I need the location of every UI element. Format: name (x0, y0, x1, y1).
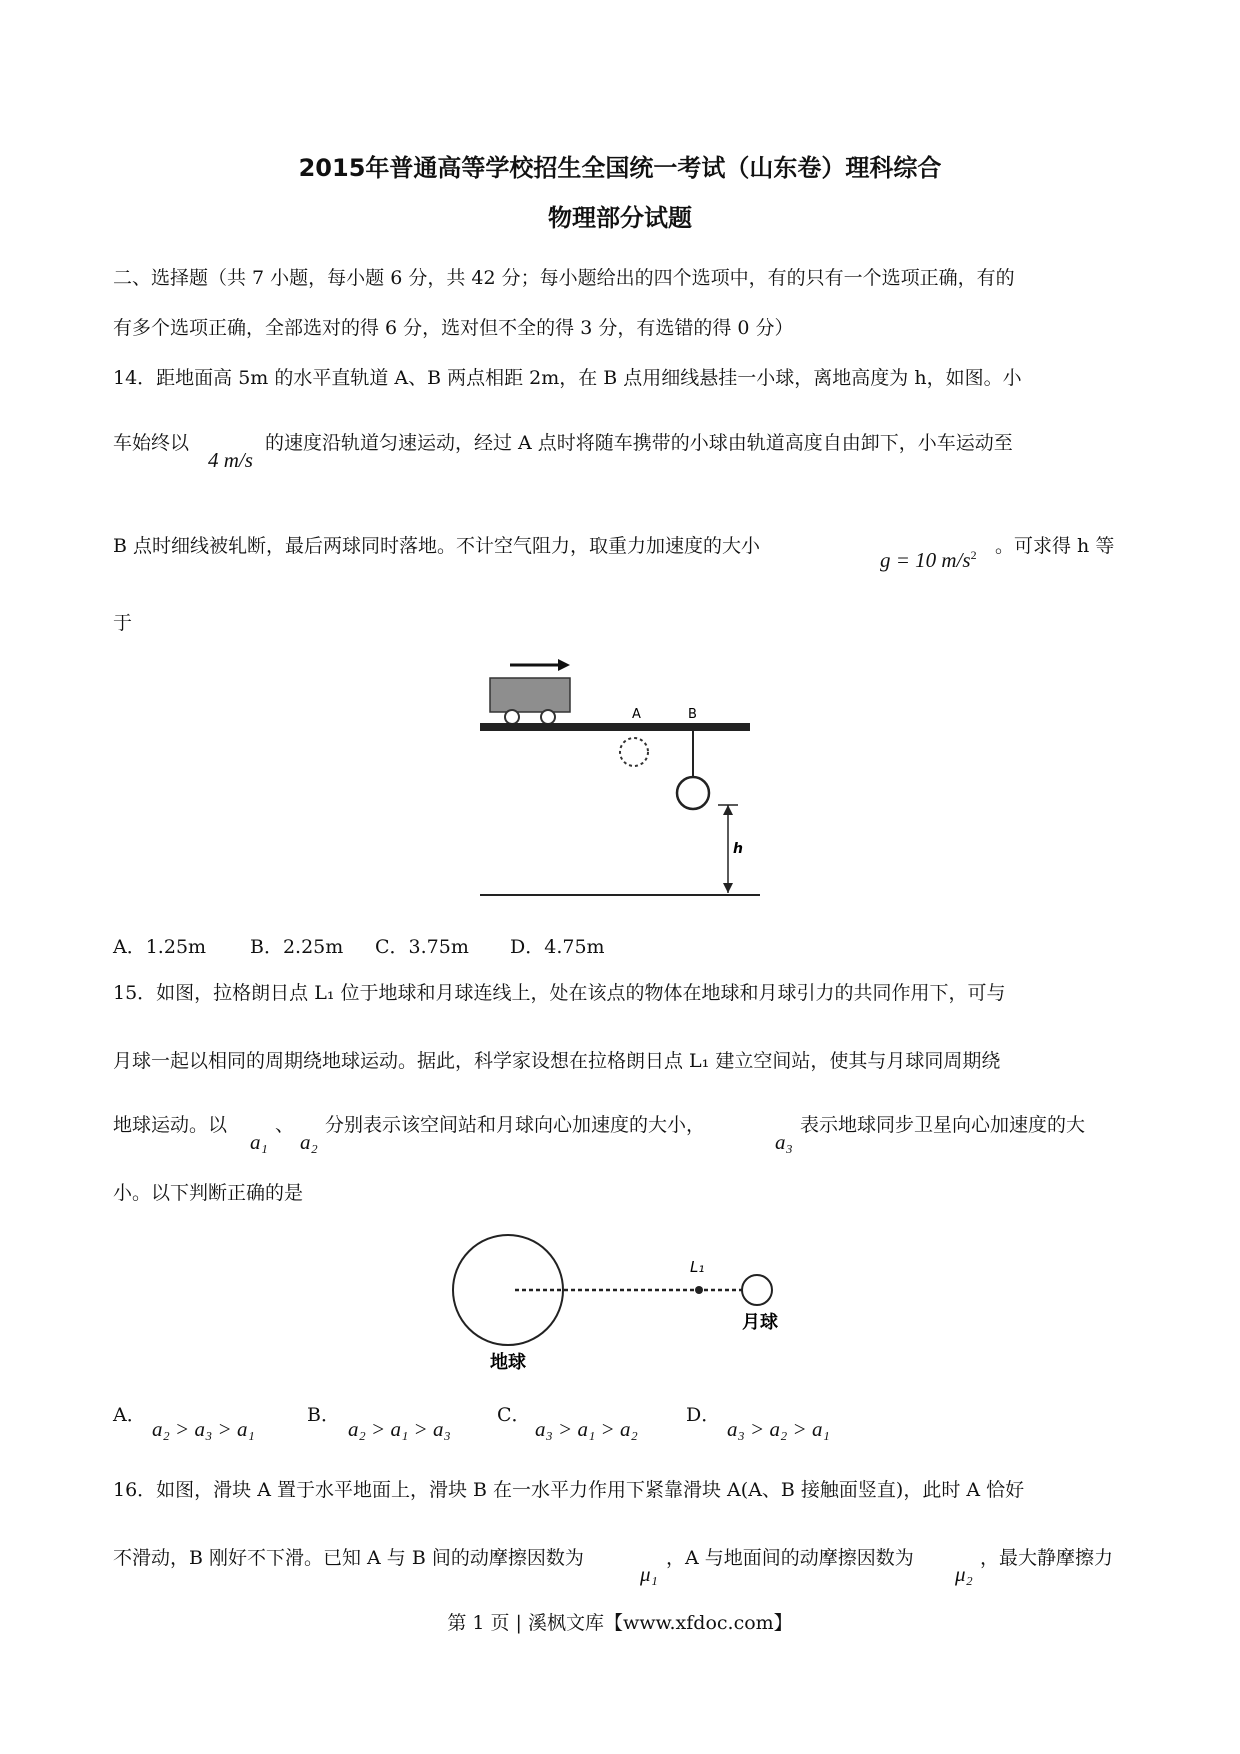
moon-circle (742, 1275, 772, 1305)
l1-label: L₁ (690, 1258, 705, 1276)
page-footer: 第 1 页 | 溪枫文库【www.xfdoc.com】 (447, 1612, 793, 1634)
q14-speed: 4 m/s (208, 448, 253, 472)
q15-line-3a: 地球运动。以 (113, 1114, 228, 1136)
q14-option-d: D．4.75m (510, 936, 605, 958)
moon-label: 月球 (742, 1312, 778, 1333)
q15-line-3c: 表示地球同步卫星向心加速度的大 (800, 1114, 1086, 1136)
label-h: h (733, 841, 743, 857)
q14-option-c: C．3.75m (375, 936, 469, 958)
q14-line-2b: 的速度沿轨道匀速运动，经过 A 点时将随车携带的小球由轨道高度自由卸下，小车运动至 (265, 432, 1013, 454)
h-arrow-down (723, 883, 733, 893)
cart-wheel-left (505, 710, 519, 724)
q15-option-b-expr: a₂ > a₁ > a₃ (348, 1417, 451, 1441)
q15-a2: a₂ (300, 1130, 318, 1154)
l1-point (695, 1286, 703, 1294)
q14-line-3b: 。可求得 h 等 (995, 535, 1115, 557)
q15-option-c-label: C． (497, 1404, 531, 1426)
q14-figure (470, 645, 770, 905)
q16-line-2a: 不滑动，B 刚好不下滑。已知 A 与 B 间的动摩擦因数为 (113, 1547, 584, 1569)
q16-mu1: μ₁ (640, 1562, 658, 1586)
cart-wheel-right (541, 710, 555, 724)
q15-option-a-label: A． (113, 1404, 146, 1426)
q14-line-1: 14．距地面高 5m 的水平直轨道 A、B 两点相距 2m，在 B 点用细线悬挂一小球，离地高度为 h，如图。小 (113, 367, 1022, 389)
label-a: A (632, 707, 641, 722)
page-subtitle: 物理部分试题 (548, 204, 692, 232)
q15-option-d-label: D． (686, 1404, 721, 1426)
q15-option-d-expr: a₃ > a₂ > a₁ (727, 1417, 830, 1441)
q16-line-2b: ，A 与地面间的动摩擦因数为 (666, 1547, 914, 1569)
h-arrow-up (723, 805, 733, 815)
q14-option-b: B．2.25m (250, 936, 344, 958)
q14-line-4: 于 (113, 612, 133, 634)
earth-label: 地球 (490, 1352, 526, 1373)
released-ball (620, 738, 648, 766)
q15-a3: a₃ (775, 1130, 793, 1154)
label-b: B (688, 707, 697, 722)
q15-line-1: 15．如图，拉格朗日点 L₁ 位于地球和月球连线上，处在该点的物体在地球和月球引力的共同作用下，可与 (113, 982, 1006, 1004)
q15-option-c-expr: a₃ > a₁ > a₂ (535, 1417, 638, 1441)
q15-line-4: 小。以下判断正确的是 (113, 1182, 304, 1204)
q16-line-1: 16．如图，滑块 A 置于水平地面上，滑块 B 在一水平力作用下紧靠滑块 A(A、B 接触面竖直)，此时 A 恰好 (113, 1479, 1025, 1501)
q16-mu2: μ₂ (955, 1562, 973, 1586)
q16-line-2c: ，最大静摩擦力 (980, 1547, 1114, 1569)
q15-a1: a₁ (250, 1130, 268, 1154)
section-intro-line-1: 二、选择题（共 7 小题，每小题 6 分，共 42 分；每小题给出的四个选项中，有的只有一个选项正确，有的 (113, 267, 1015, 289)
q15-line-2: 月球一起以相同的周期绕地球运动。据此，科学家设想在拉格朗日点 L₁ 建立空间站，使其与月球同周期绕 (113, 1050, 1001, 1072)
q15-sep: 、 (275, 1114, 295, 1136)
q15-line-3b: 分别表示该空间站和月球向心加速度的大小， (325, 1114, 706, 1136)
page-title: 2015年普通高等学校招生全国统一考试（山东卷）理科综合 (298, 154, 942, 182)
q14-option-a: A．1.25m (113, 936, 207, 958)
q15-option-b-label: B． (307, 1404, 340, 1426)
q15-option-a-expr: a₂ > a₃ > a₁ (152, 1417, 255, 1441)
hanging-ball (677, 777, 709, 809)
q15-figure (450, 1225, 800, 1380)
track (480, 723, 750, 731)
q14-line-2a: 车始终以 (113, 432, 190, 454)
q14-line-3a: B 点时细线被轧断，最后两球同时落地。不计空气阻力，取重力加速度的大小 (113, 535, 761, 557)
cart-body (490, 678, 570, 712)
section-intro-line-2: 有多个选项正确，全部选对的得 6 分，选对但不全的得 3 分，有选错的得 0 分） (113, 317, 794, 339)
q14-gravity: g = 10 $m/s^2$ (880, 548, 977, 572)
motion-arrow-head (558, 659, 570, 671)
